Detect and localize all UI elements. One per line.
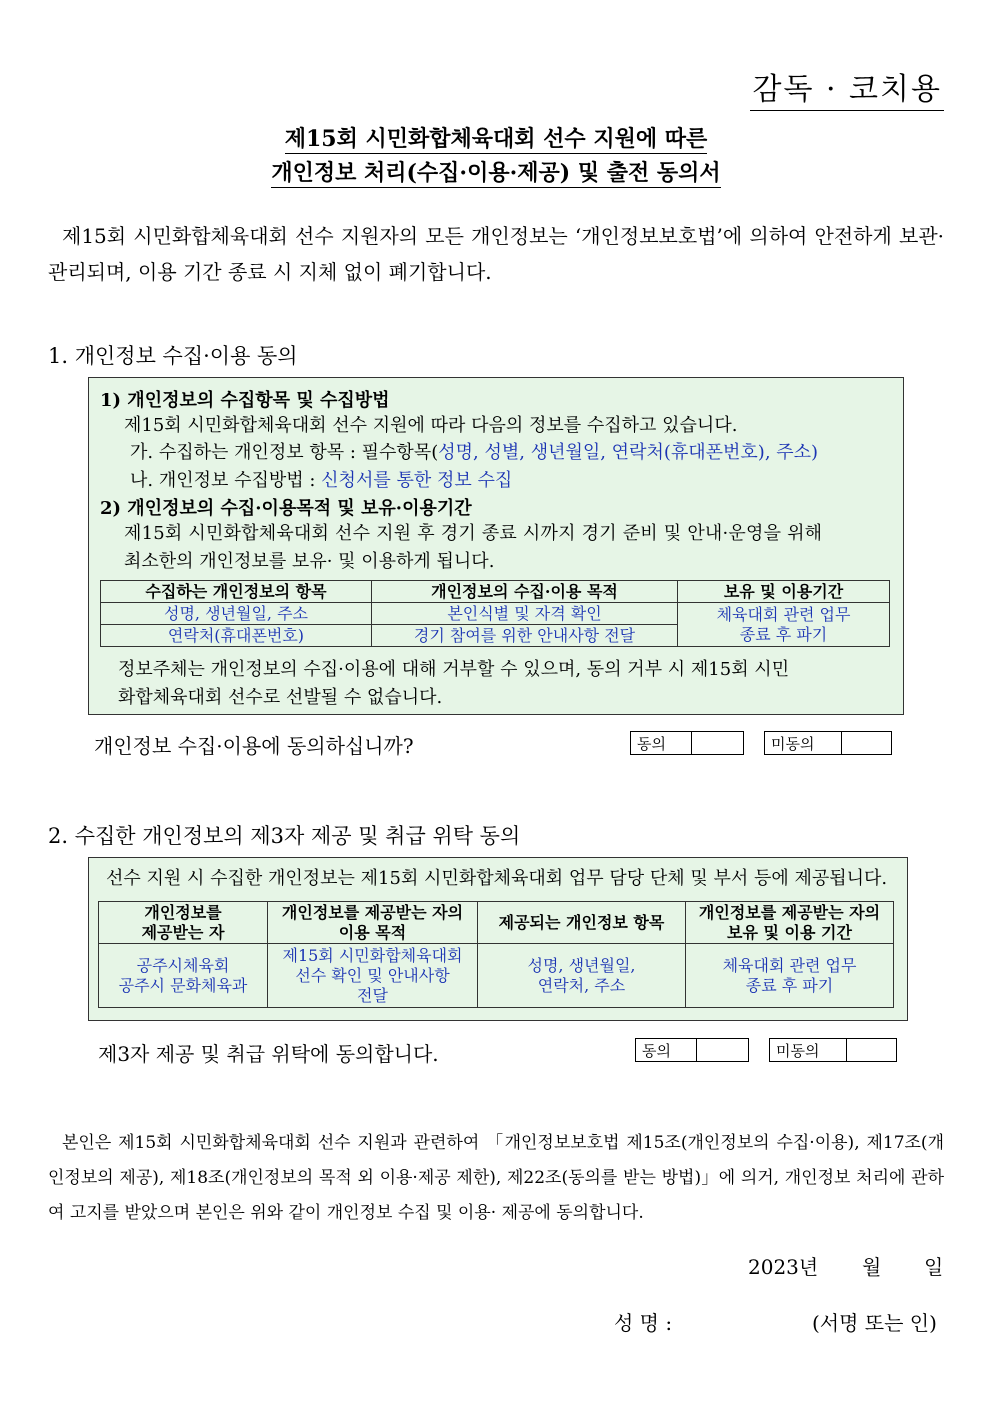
- note-line-1: 정보주체는 개인정보의 수집·이용에 대해 거부할 수 있으며, 동의 거부 시 제15회 시민: [118, 659, 790, 680]
- signature-field[interactable]: [700, 1300, 800, 1334]
- disagree-label: 미동의: [765, 732, 842, 754]
- section1-disagree-checkbox[interactable]: [764, 731, 892, 755]
- cell-items-2: 연락처(휴대폰번호): [101, 625, 372, 647]
- signature-hint: (서명 또는 인): [812, 1311, 937, 1335]
- third-party-table: [98, 901, 894, 1008]
- section1-question: 개인정보 수집·이용에 동의하십니까?: [94, 734, 414, 758]
- date-day: 일: [924, 1255, 944, 1279]
- th-recipient: 개인정보를 제공받는 자: [99, 902, 268, 944]
- sub2-text-1: 제15회 시민화합체육대회 선수 지원 후 경기 종료 시까지 경기 준비 및 안내·운영을 위해: [124, 523, 823, 544]
- th-recipient-purpose: 개인정보를 제공받는 자의 이용 목적: [268, 902, 478, 944]
- cell-retention: 체육대회 관련 업무 종료 후 파기: [686, 944, 894, 1008]
- sub1-text: 제15회 시민화합체육대회 선수 지원에 따라 다음의 정보를 수집하고 있습니다.: [124, 415, 738, 436]
- agree-label: 동의: [636, 1039, 697, 1061]
- cell-recipient: 공주시체육회 공주시 문화체육과: [99, 944, 268, 1008]
- section2-agree-checkbox[interactable]: [635, 1038, 749, 1062]
- th-items: 수집하는 개인정보의 항목: [101, 581, 372, 603]
- cell-period: 체육대회 관련 업무 종료 후 파기: [678, 603, 890, 647]
- item-na: 나. 개인정보 수집방법 : 신청서를 통한 정보 수집: [130, 470, 513, 491]
- cell-purpose-1: 본인식별 및 자격 확인: [372, 603, 678, 625]
- section2-box-text: 선수 지원 시 수집한 개인정보는 제15회 시민화합체육대회 업무 담당 단체 및 부서 등에 제공됩니다.: [106, 868, 888, 889]
- section2-question: 제3자 제공 및 취급 위탁에 동의합니다.: [98, 1042, 439, 1066]
- note-line-2: 화합체육대회 선수로 선발될 수 없습니다.: [118, 687, 443, 708]
- date-year: 2023년: [748, 1255, 819, 1279]
- closing-paragraph: 본인은 제15회 시민화합체육대회 선수 지원과 관련하여 「개인정보보호법 제15조(개인정보의 수집·이용), 제17조(개인정보의 제공), 제18조(개인정보의 목적 외 이용·제공 제한), 제22조(동의를 받는 방법)」에 의거, 개인정보 처리에 관하여 고지를 받았으며 본인은 위와 같이 개인정보 수집 및 이용· 제공에 동의합니다.: [48, 1133, 944, 1223]
- document-type-tag: 감독 · 코치용: [750, 64, 944, 111]
- section2-heading: 2. 수집한 개인정보의 제3자 제공 및 취급 위탁 동의: [48, 824, 521, 848]
- th-period: 보유 및 이용기간: [678, 581, 890, 603]
- date-month: 월: [862, 1255, 882, 1279]
- sub2-text-2: 최소한의 개인정보를 보유· 및 이용하게 됩니다.: [124, 551, 495, 572]
- sub2-title: 2) 개인정보의 수집·이용목적 및 보유·이용기간: [100, 498, 472, 519]
- disagree-label: 미동의: [770, 1039, 847, 1061]
- cell-provided-items: 성명, 생년월일, 연락처, 주소: [478, 944, 686, 1008]
- cell-recipient-purpose: 제15회 시민화합체육대회 선수 확인 및 안내사항 전달: [268, 944, 478, 1008]
- th-purpose: 개인정보의 수집·이용 목적: [372, 581, 678, 603]
- th-retention: 개인정보를 제공받는 자의 보유 및 이용 기간: [686, 902, 894, 944]
- intro-paragraph: 제15회 시민화합체육대회 선수 지원자의 모든 개인정보는 ‘개인정보보호법’에 의하여 안전하게 보관·관리되며, 이용 기간 종료 시 지체 없이 폐기합니다.: [48, 224, 944, 284]
- section1-agree-checkbox[interactable]: [630, 731, 744, 755]
- title-line-2: 개인정보 처리(수집·이용·제공) 및 출전 동의서: [271, 160, 721, 186]
- collection-table: [100, 580, 890, 647]
- agree-label: 동의: [631, 732, 692, 754]
- section1-heading: 1. 개인정보 수집·이용 동의: [48, 344, 298, 368]
- item-ga: 가. 수집하는 개인정보 항목 : 필수항목(성명, 성별, 생년월일, 연락처(휴대폰번호), 주소): [130, 442, 819, 463]
- cell-items-1: 성명, 생년월일, 주소: [101, 603, 372, 625]
- sub1-title: 1) 개인정보의 수집항목 및 수집방법: [100, 390, 390, 411]
- cell-purpose-2: 경기 참여를 위한 안내사항 전달: [372, 625, 678, 647]
- section2-disagree-checkbox[interactable]: [769, 1038, 897, 1062]
- title-line-1: 제15회 시민화합체육대회 선수 지원에 따른: [284, 126, 708, 152]
- signature-label: 성 명 :: [614, 1311, 673, 1335]
- th-provided-items: 제공되는 개인정보 항목: [478, 902, 686, 944]
